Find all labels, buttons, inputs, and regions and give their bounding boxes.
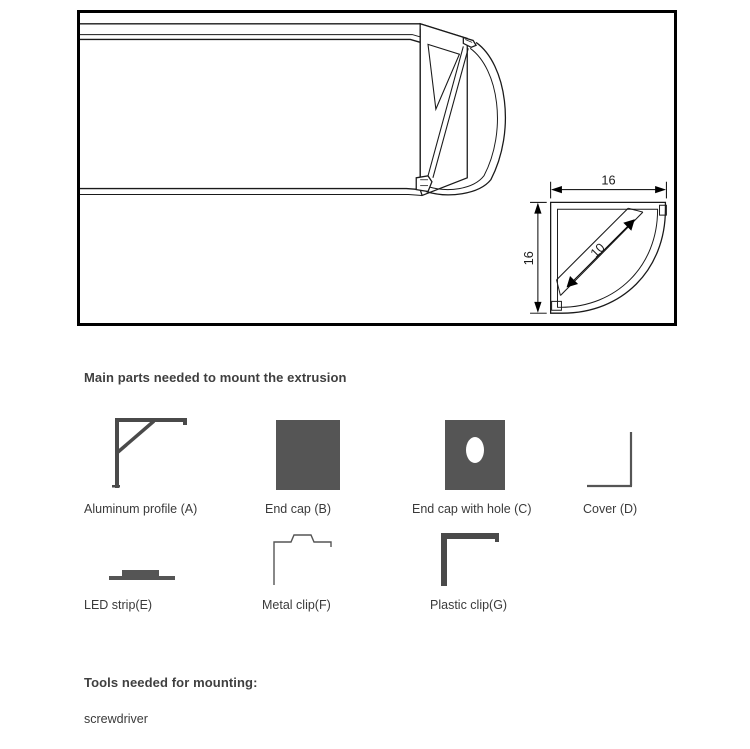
main-parts-heading: Main parts needed to mount the extrusion — [84, 370, 347, 385]
l-shaped-cover-icon — [584, 428, 640, 492]
technical-drawing-canvas — [80, 13, 674, 323]
isometric-extrusion-view — [80, 24, 467, 196]
corner-bracket-icon — [108, 416, 194, 492]
led-strip-icon — [105, 562, 179, 588]
dimension-width-label: 16 — [601, 172, 616, 188]
part-label-aluminum-profile: Aluminum profile (A) — [84, 502, 198, 516]
part-label-led-strip: LED strip(E) — [84, 598, 153, 612]
technical-drawing-frame — [77, 10, 677, 326]
part-label-plastic-clip: Plastic clip(G) — [430, 598, 508, 612]
extrusion-end-face — [420, 24, 468, 196]
metal-spring-clip-icon — [265, 530, 337, 588]
plastic-l-clip-icon — [433, 528, 507, 590]
dimension-height-label: 16 — [520, 251, 536, 266]
part-label-end-cap-with-hole: End cap with hole (C) — [412, 502, 532, 516]
dimension-channel-label: 10 — [587, 239, 608, 261]
rectangle-with-oval-hole-icon — [444, 419, 506, 491]
part-label-cover: Cover (D) — [583, 502, 638, 516]
part-label-metal-clip: Metal clip(F) — [262, 598, 331, 612]
part-label-end-cap: End cap (B) — [265, 502, 332, 516]
tools-heading: Tools needed for mounting: — [84, 675, 258, 690]
cross-section-view — [551, 202, 667, 313]
solid-rectangle-icon — [275, 419, 341, 491]
tools-value: screwdriver — [84, 712, 148, 726]
